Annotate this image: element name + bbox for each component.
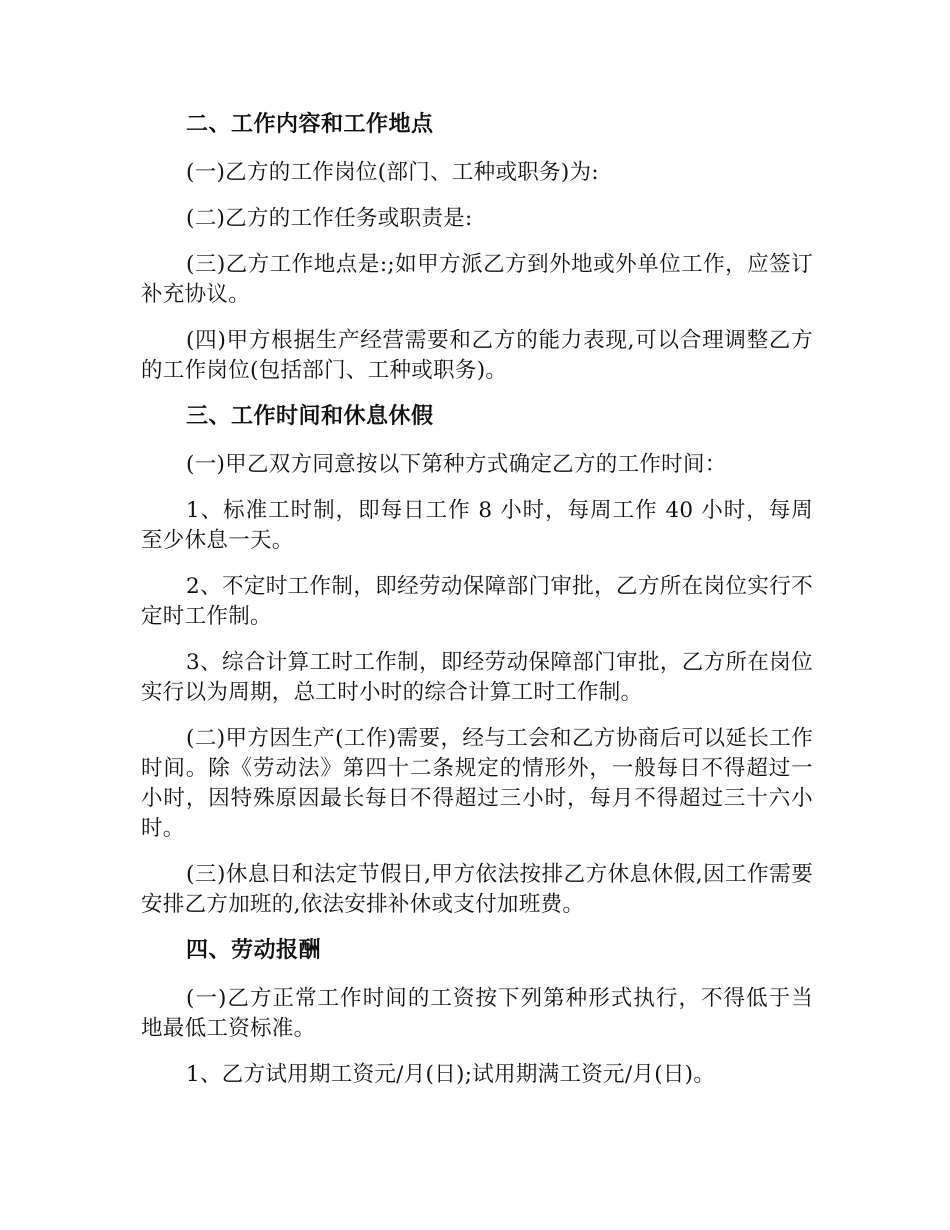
section-heading-remuneration: 四、劳动报酬 [186,938,322,963]
paragraph-wage-form: (一)乙方正常工作时间的工资按下列第种形式执行，不得低于当地最低工资标准。 [141,986,813,1041]
paragraph-work-location: (三)乙方工作地点是:;如甲方派乙方到外地或外单位工作，应签订补充协议。 [141,252,813,307]
paragraph-job-duties: (二)乙方的工作任务或职责是: [186,206,473,231]
section-heading-work-hours: 三、工作时间和休息休假 [186,404,434,429]
paragraph-standard-hours: 1、标准工时制，即每日工作 8 小时，每周工作 40 小时，每周至少休息一天。 [141,498,813,553]
paragraph-overtime: (二)甲方因生产(工作)需要，经与工会和乙方协商后可以延长工作时间。除《劳动法》第四十二条规定的情形外，一般每日不得超过一小时，因特殊原因最长每日不得超过三小时，每月不得超过三十六小时。 [141,726,813,841]
paragraph-probation-wage: 1、乙方试用期工资元/月(日);试用期满工资元/月(日)。 [186,1062,716,1087]
paragraph-hours-method: (一)甲乙双方同意按以下第种方式确定乙方的工作时间： [186,452,727,477]
paragraph-position-adjustment: (四)甲方根据生产经营需要和乙方的能力表现,可以合理调整乙方的工作岗位(包括部门、工种或职务)。 [141,328,813,383]
paragraph-job-position: (一)乙方的工作岗位(部门、工种或职务)为: [186,160,599,185]
paragraph-comprehensive-hours: 3、综合计算工时工作制，即经劳动保障部门审批，乙方所在岗位实行以为周期，总工时小时的综合计算工时工作制。 [141,650,813,705]
paragraph-holidays: (三)休息日和法定节假日,甲方依法按排乙方休息休假,因工作需要安排乙方加班的,依法安排补休或支付加班费。 [141,862,813,917]
document-body [141,110,813,1106]
section-heading-work-content: 二、工作内容和工作地点 [186,112,434,137]
paragraph-flexible-hours: 2、不定时工作制，即经劳动保障部门审批，乙方所在岗位实行不定时工作制。 [141,574,813,629]
